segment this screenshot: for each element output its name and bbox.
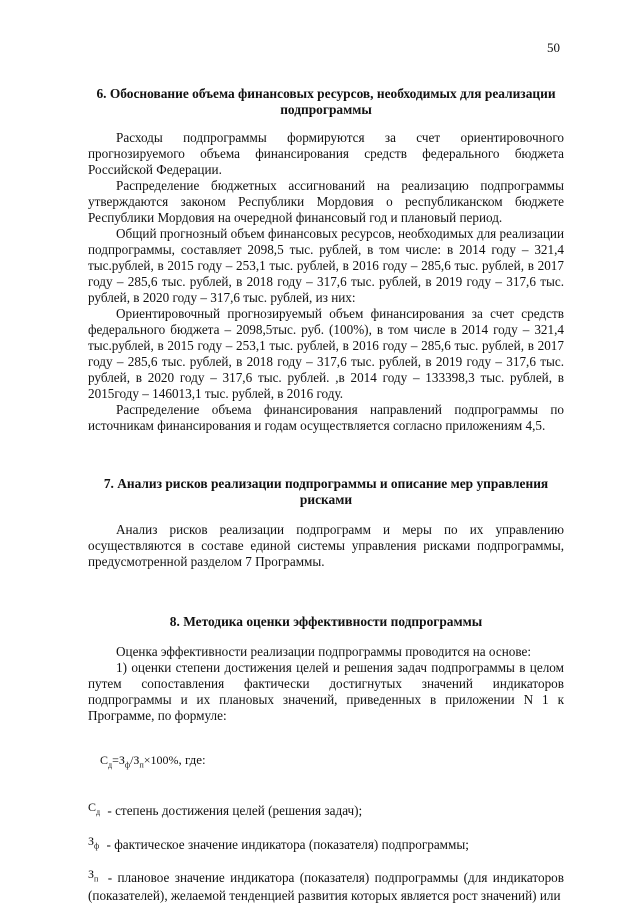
- definition-symbol-sub: п: [94, 874, 99, 884]
- definition-text: - степень достижения целей (решения задач);: [107, 803, 363, 819]
- definition-symbol-letter: С: [88, 800, 97, 815]
- definition-symbol-sub: д: [96, 807, 101, 817]
- definition-symbol: [88, 866, 98, 887]
- formula-tail: ×100%: [143, 753, 179, 767]
- formula-where: , где:: [178, 752, 206, 767]
- formula-lhs: С: [100, 753, 109, 767]
- definition-item: [88, 833, 564, 854]
- formula-definitions: [88, 799, 564, 903]
- definition-symbol: [88, 799, 100, 820]
- section-8-paragraph: Оценка эффективности реализации подпрограммы проводится на основе:: [116, 644, 532, 659]
- formula-divide: /: [130, 753, 134, 767]
- definition-text: - фактическое значение индикатора (показателя) подпрограммы;: [106, 836, 469, 852]
- definition-text: - плановое значение индикатора (показателя) подпрограммы (для индикаторов (показателей), желаемой тенденцией развития которых является рост значений) или: [88, 870, 564, 903]
- section-6-paragraph: Распределение бюджетных ассигнований на реализацию подпрограммы утверждаются законом Республики Мордовия о республиканском бюджете Республики Мордовия на очередной финансовый год и плановый период.: [88, 178, 564, 225]
- efficiency-formula: [100, 752, 564, 769]
- page-content: [88, 86, 564, 904]
- section-6-paragraph: Расходы подпрограммы формируются за счет ориентировочного прогнозируемого объема финансирования средств федерального бюджета Российской Федерации.: [88, 130, 564, 177]
- section-6-paragraph: Распределение объема финансирования направлений подпрограммы по источникам финансирования и годам осуществляется согласно приложениям 4,5.: [88, 402, 564, 433]
- section-6-heading: 6. Обоснование объема финансовых ресурсов, необходимых для реализации подпрограммы: [96, 86, 556, 117]
- definition-symbol-letter: З: [88, 833, 95, 848]
- definition-item: [88, 866, 564, 903]
- formula-denominator-sub: п: [139, 760, 144, 770]
- section-6-paragraph: Ориентировочный прогнозируемый объем финансирования за счет средств федерального бюджета – 2098,5тыс. руб. (100%), в том числе в 2014 году – 321,4 тыс.рублей, в 2015 году – 253,1 тыс. рублей, в 2016 году – 285,6 тыс. рублей, в 2017 году – 285,6 тыс. рублей, в 2018 году – 317,6 тыс. рублей, в 2019 году – 317,6 тыс. рублей, в 2020 году – 317,6 тыс. рублей. ,в 2014 году – 133398,3 тыс. рублей, в 2015году – 146013,1 тыс. рублей, в 2016 году.: [88, 306, 564, 401]
- definition-item: [88, 799, 564, 820]
- definition-symbol-letter: З: [88, 867, 95, 882]
- formula-numerator: З: [118, 753, 125, 767]
- section-7-paragraph: Анализ рисков реализации подпрограмм и меры по их управлению осуществляются в составе единой системы управления рисками подпрограммы, предусмотренной разделом 7 Программы.: [88, 522, 564, 569]
- formula-equals: =: [112, 753, 119, 767]
- definition-symbol: [88, 833, 99, 854]
- formula-lhs-sub: д: [108, 760, 113, 770]
- section-7-heading: 7. Анализ рисков реализации подпрограммы и описание мер управления рисками: [103, 476, 549, 507]
- formula-denominator: З: [133, 753, 140, 767]
- page-number: 50: [547, 40, 560, 55]
- section-8-heading: 8. Методика оценки эффективности подпрограммы: [169, 614, 483, 629]
- section-6-paragraph: Общий прогнозный объем финансовых ресурсов, необходимых для реализации подпрограммы, составляет 2098,5 тыс. рублей, в том числе: в 2014 году – 321,4 тыс.рублей, в 2015 году – 253,1 тыс. рублей, в 2016 году – 285,6 тыс. рублей, в 2017 году – 285,6 тыс. рублей, в 2018 году – 317,6 тыс. рублей, в 2019 году – 317,6 тыс. рублей, в 2020 году – 317,6 тыс. рублей, из них:: [88, 226, 564, 305]
- formula-numerator-sub: ф: [124, 760, 131, 770]
- section-8-paragraph: 1) оценки степени достижения целей и решения задач подпрограммы в целом путем сопоставления фактически достигнутых значений индикаторов подпрограммы и их плановых значений, приведенных в приложении N 1 к Программе, по формуле:: [88, 660, 564, 723]
- definition-symbol-sub: ф: [94, 841, 100, 851]
